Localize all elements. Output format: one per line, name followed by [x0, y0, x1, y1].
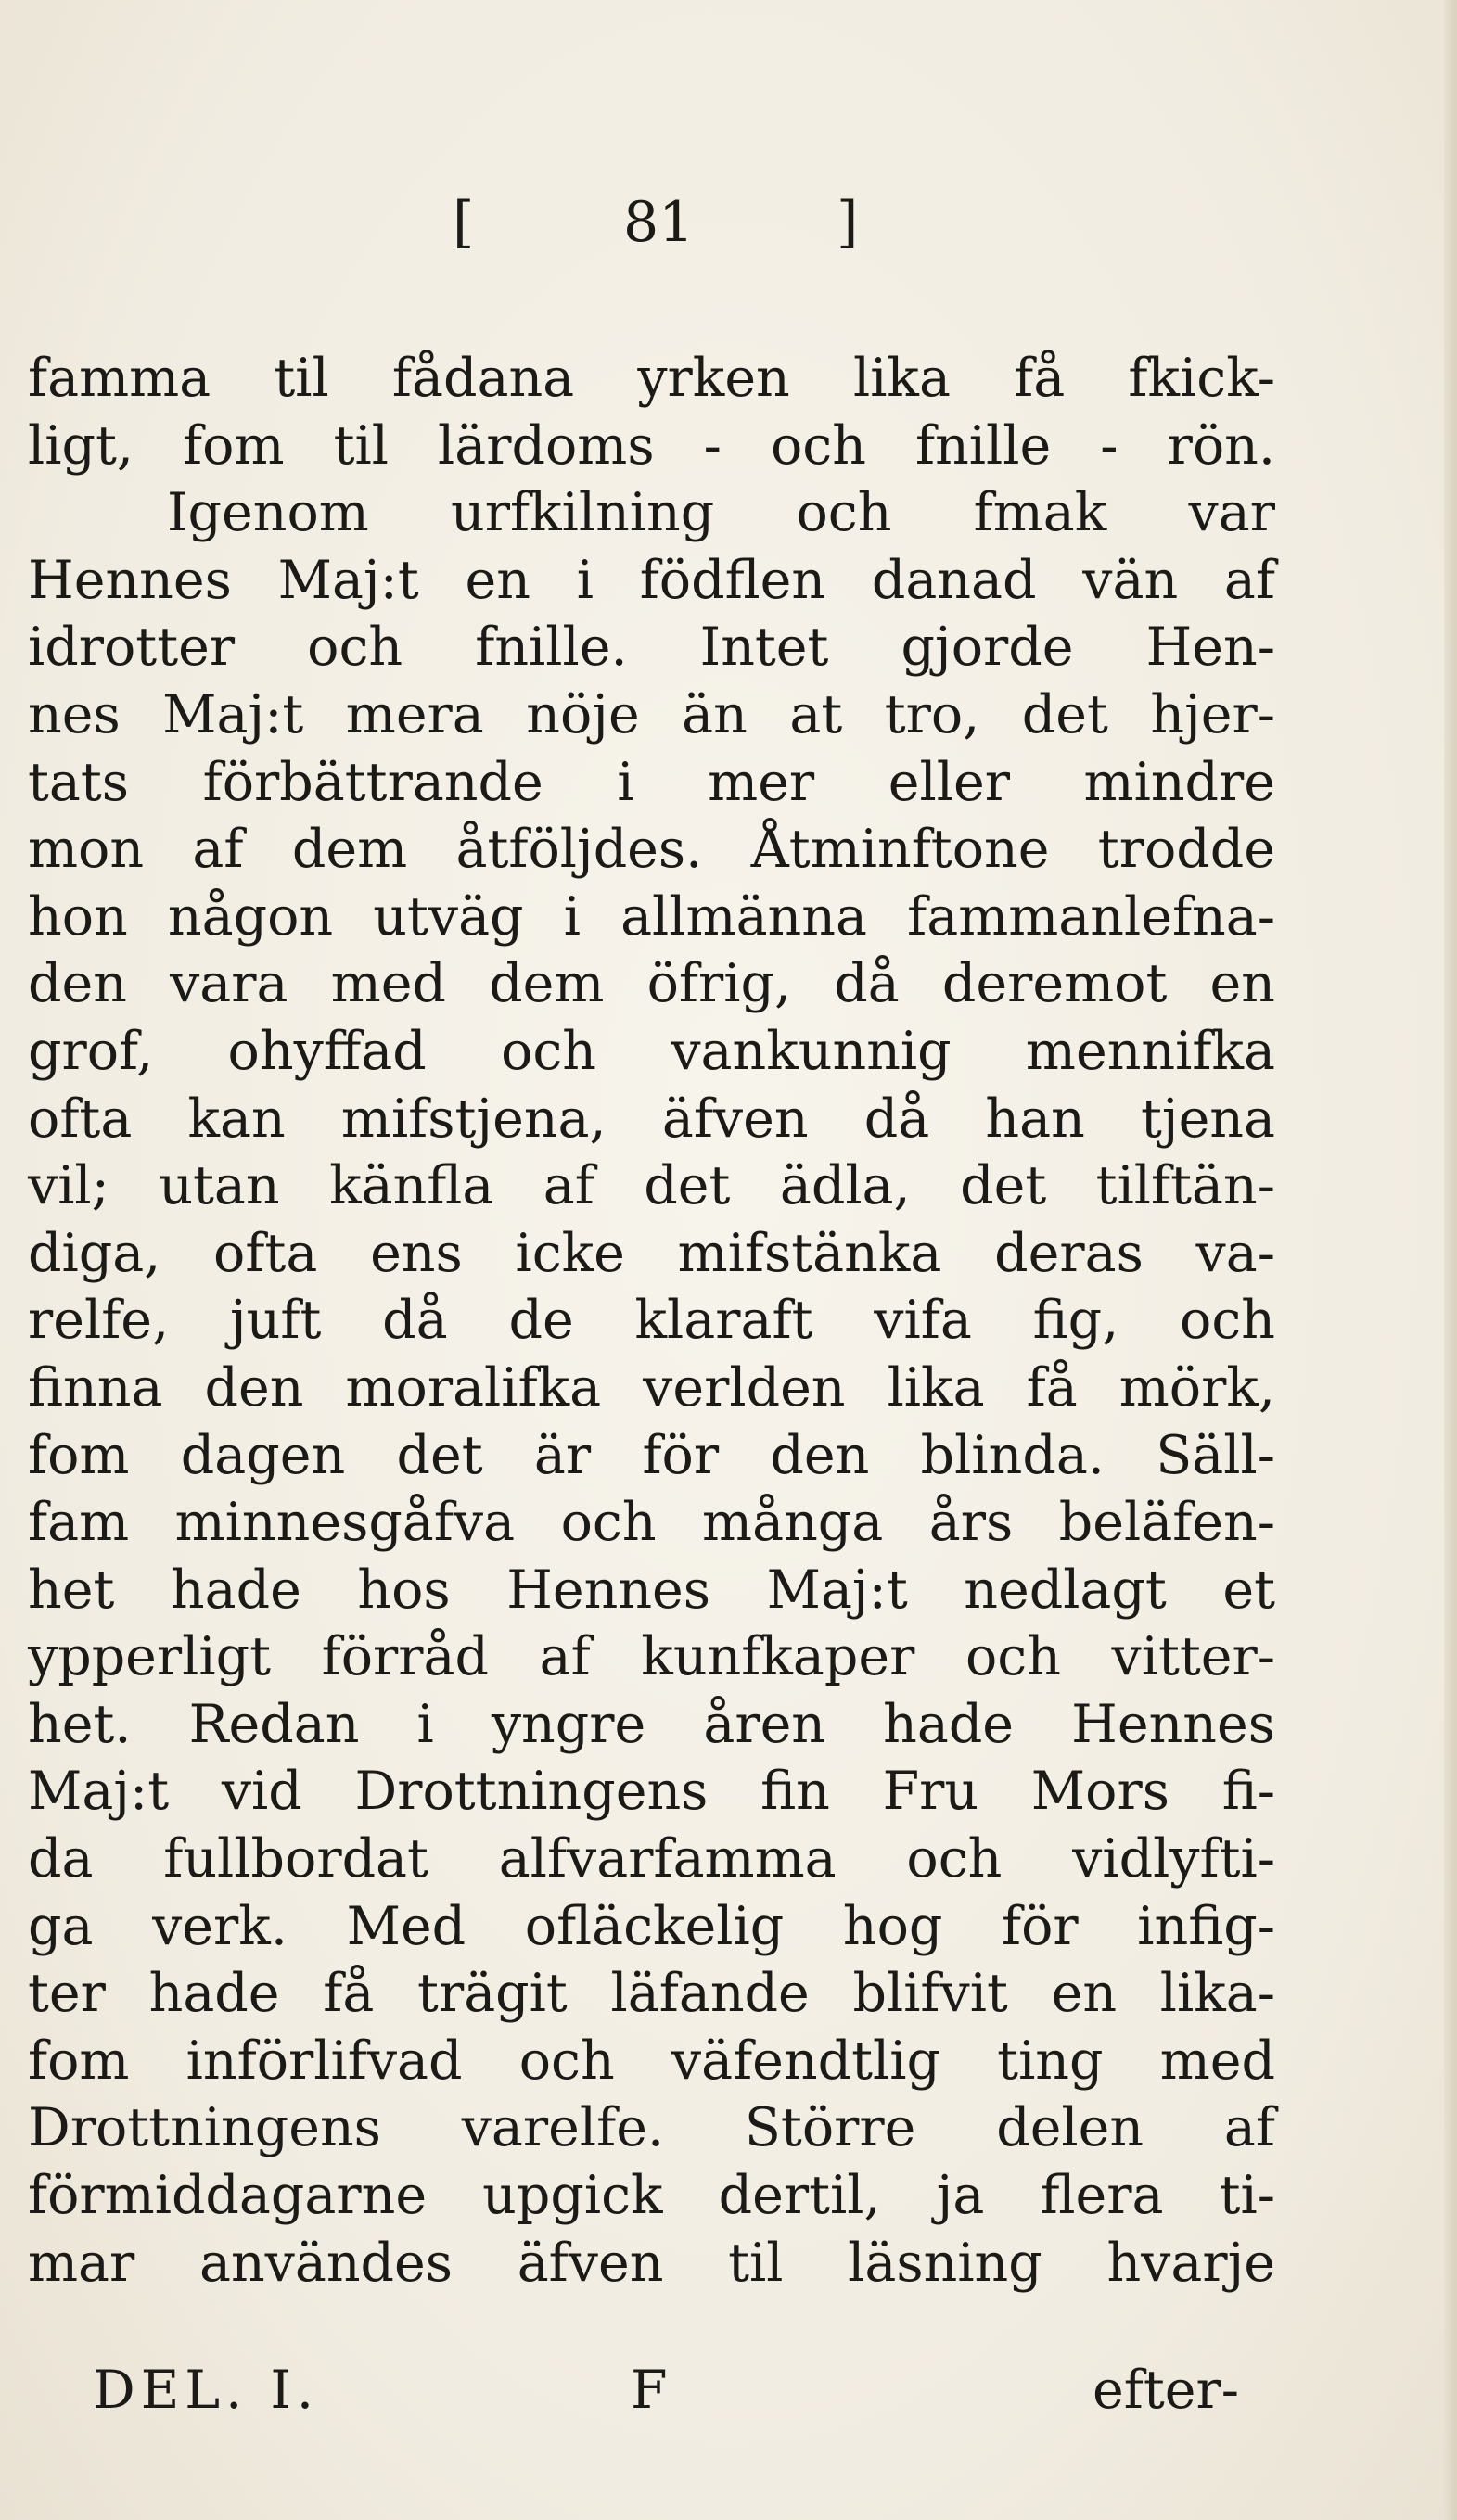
text-line: grof, ohyffad och vankunnig mennifka	[28, 1020, 1275, 1082]
text-line: den vara med dem öfrig, då deremot en	[28, 953, 1275, 1015]
text-line: finna den moralifka verlden lika få mörk,	[28, 1356, 1275, 1419]
text-line: Drottningens varelfe. Större delen af	[28, 2097, 1275, 2159]
header-bracket-right: ]	[837, 190, 859, 255]
text-line: ypperligt förråd af kunfkaper och vitter-	[28, 1626, 1275, 1688]
text-line: vil; utan känfla af det ädla, det tilftän-	[28, 1155, 1275, 1217]
catchword: efter-	[1093, 2360, 1239, 2421]
text-line: mar användes äfven til läsning hvarje	[28, 2232, 1275, 2294]
text-line: het hade hos Hennes Maj:t nedlagt et	[28, 1559, 1275, 1621]
signature-letter: F	[631, 2360, 668, 2421]
text-line: ofta kan mifstjena, äfven då han tjena	[28, 1088, 1275, 1150]
text-line: mon af dem åtföljdes. Åtminftone trodde	[28, 819, 1275, 881]
text-line: Igenom urfkilning och fmak var	[167, 482, 1275, 544]
signature-mark: DEL. I.	[93, 2360, 320, 2421]
body-text	[28, 345, 1275, 2297]
text-line: relfe, juft då de klaraft vifa fig, och	[28, 1290, 1275, 1352]
text-line: ter hade få trägit läfande blifvit en lika-	[28, 1963, 1275, 2025]
page-footer	[0, 2360, 1457, 2443]
text-line: nes Maj:t mera nöje än at tro, det hjer-	[28, 683, 1275, 745]
text-line: idrotter och fnille. Intet gjorde Hen-	[28, 617, 1275, 679]
page-edge	[1444, 0, 1457, 2520]
text-line: het. Redan i yngre åren hade Hennes	[28, 1693, 1275, 1755]
text-line: ga verk. Med ofläckelig hog för infig-	[28, 1895, 1275, 1957]
page-header	[0, 190, 1457, 283]
text-line: fom införlifvad och väfendtlig ting med	[28, 2030, 1275, 2092]
text-line: fam minnesgåfva och många års beläfen-	[28, 1492, 1275, 1554]
text-line: da fullbordat alfvarfamma och vidlyfti-	[28, 1828, 1275, 1890]
page-number: 81	[623, 190, 695, 255]
text-line: hon någon utväg i allmänna fammanlefna-	[28, 885, 1275, 948]
header-bracket-left: [	[453, 190, 475, 255]
text-line: diga, ofta ens icke mifstänka deras va-	[28, 1222, 1275, 1284]
text-line: Hennes Maj:t en i födflen danad vän af	[28, 549, 1275, 611]
text-line: famma til fådana yrken lika få fkick-	[28, 348, 1275, 409]
text-line: förmiddagarne upgick dertil, ja flera ti-	[28, 2165, 1275, 2227]
text-line: fom dagen det är för den blinda. Säll-	[28, 1424, 1275, 1486]
text-line: ligt, fom til lärdoms - och fnille - rön.	[28, 414, 1275, 477]
text-line: Maj:t vid Drottningens fin Fru Mors fi-	[28, 1761, 1275, 1823]
text-line: tats förbättrande i mer eller mindre	[28, 751, 1275, 813]
